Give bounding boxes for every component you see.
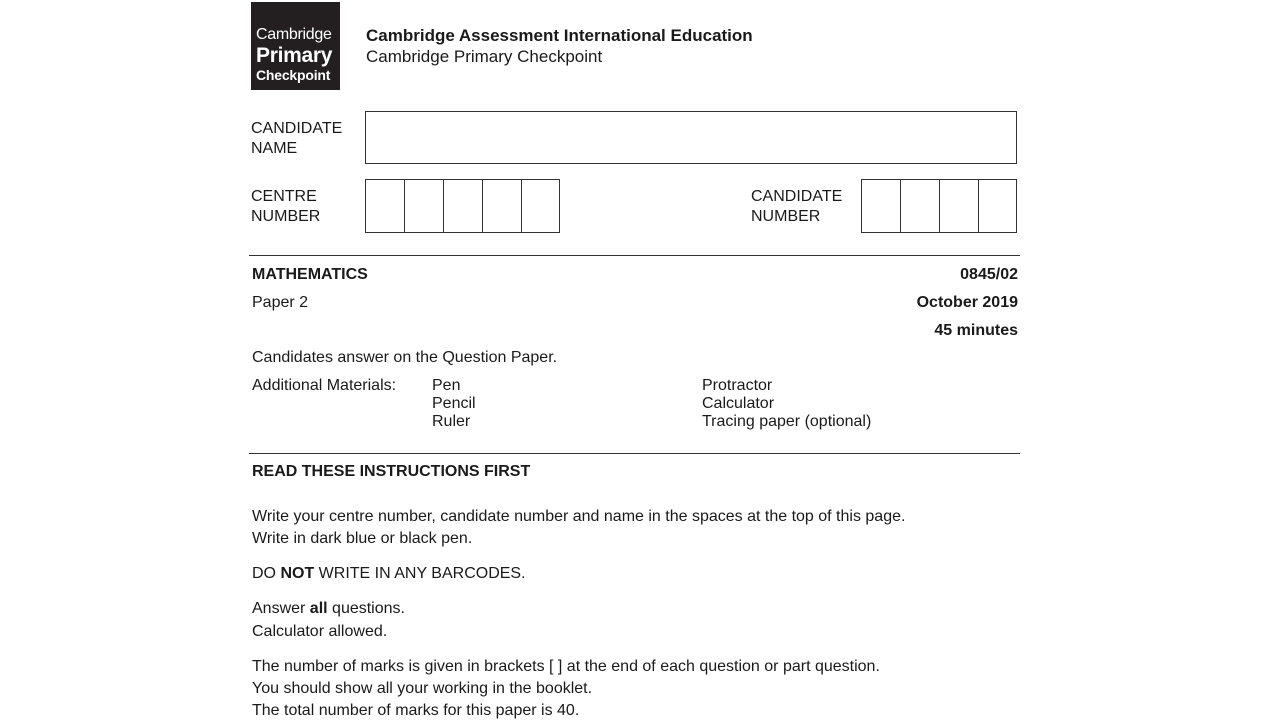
exam-session: October 2019 (916, 294, 1018, 311)
material-item: Ruler (432, 413, 471, 430)
syllabus-code: 0845/02 (960, 266, 1018, 283)
centre-number-digit-box[interactable] (482, 179, 521, 233)
centre-number-digit-box[interactable] (404, 179, 443, 233)
candidate-name-field[interactable] (365, 111, 1017, 164)
instruction-line: DO NOT WRITE IN ANY BARCODES. (252, 565, 526, 582)
materials-list-1 (432, 377, 476, 431)
material-item: Protractor (702, 377, 773, 394)
divider (249, 255, 1020, 256)
candidate-number-digit-box[interactable] (900, 179, 939, 233)
paper-number: Paper 2 (252, 294, 309, 311)
exam-duration: 45 minutes (934, 322, 1018, 339)
organisation-subtitle: Cambridge Primary Checkpoint (366, 47, 603, 66)
material-item: Pen (432, 377, 461, 394)
subject-title: MATHEMATICS (252, 266, 368, 283)
additional-materials-label: Additional Materials: (252, 377, 397, 394)
centre-number-digit-box[interactable] (365, 179, 404, 233)
instruction-line: You should show all your working in the booklet. (252, 680, 593, 697)
centre-number-field (365, 179, 560, 233)
organisation-title: Cambridge Assessment International Education (366, 26, 753, 45)
candidate-number-field (861, 179, 1017, 233)
material-item: Calculator (702, 395, 775, 412)
logo-line-3: Checkpoint (256, 67, 331, 83)
instruction-line: The total number of marks for this paper is 40. (252, 702, 580, 719)
centre-number-digit-box[interactable] (443, 179, 482, 233)
logo-line-2: Primary (256, 44, 333, 67)
centre-number-digit-box[interactable] (521, 179, 560, 233)
material-item: Pencil (432, 395, 476, 412)
candidate-number-label: CANDIDATE NUMBER (751, 188, 843, 225)
materials-list-2 (702, 377, 871, 431)
instruction-line: The number of marks is given in brackets [ ] at the end of each question or part question. (252, 658, 880, 675)
instruction-line: Write in dark blue or black pen. (252, 530, 473, 547)
logo-line-1: Cambridge (256, 26, 332, 43)
material-item: Tracing paper (optional) (702, 413, 872, 430)
centre-number-label: CENTRE NUMBER (251, 188, 321, 225)
candidate-name-label: CANDIDATE NAME (251, 120, 343, 157)
answer-instruction: Candidates answer on the Question Paper. (252, 349, 558, 366)
instructions-heading: READ THESE INSTRUCTIONS FIRST (252, 463, 531, 480)
candidate-number-digit-box[interactable] (861, 179, 900, 233)
candidate-number-digit-box[interactable] (939, 179, 978, 233)
divider (249, 453, 1020, 454)
instruction-line: Calculator allowed. (252, 623, 388, 640)
candidate-number-digit-box[interactable] (978, 179, 1017, 233)
instruction-line: Answer all questions. (252, 600, 405, 617)
cambridge-primary-checkpoint-logo (251, 2, 340, 90)
instruction-line: Write your centre number, candidate number and name in the spaces at the top of this page. (252, 508, 906, 525)
